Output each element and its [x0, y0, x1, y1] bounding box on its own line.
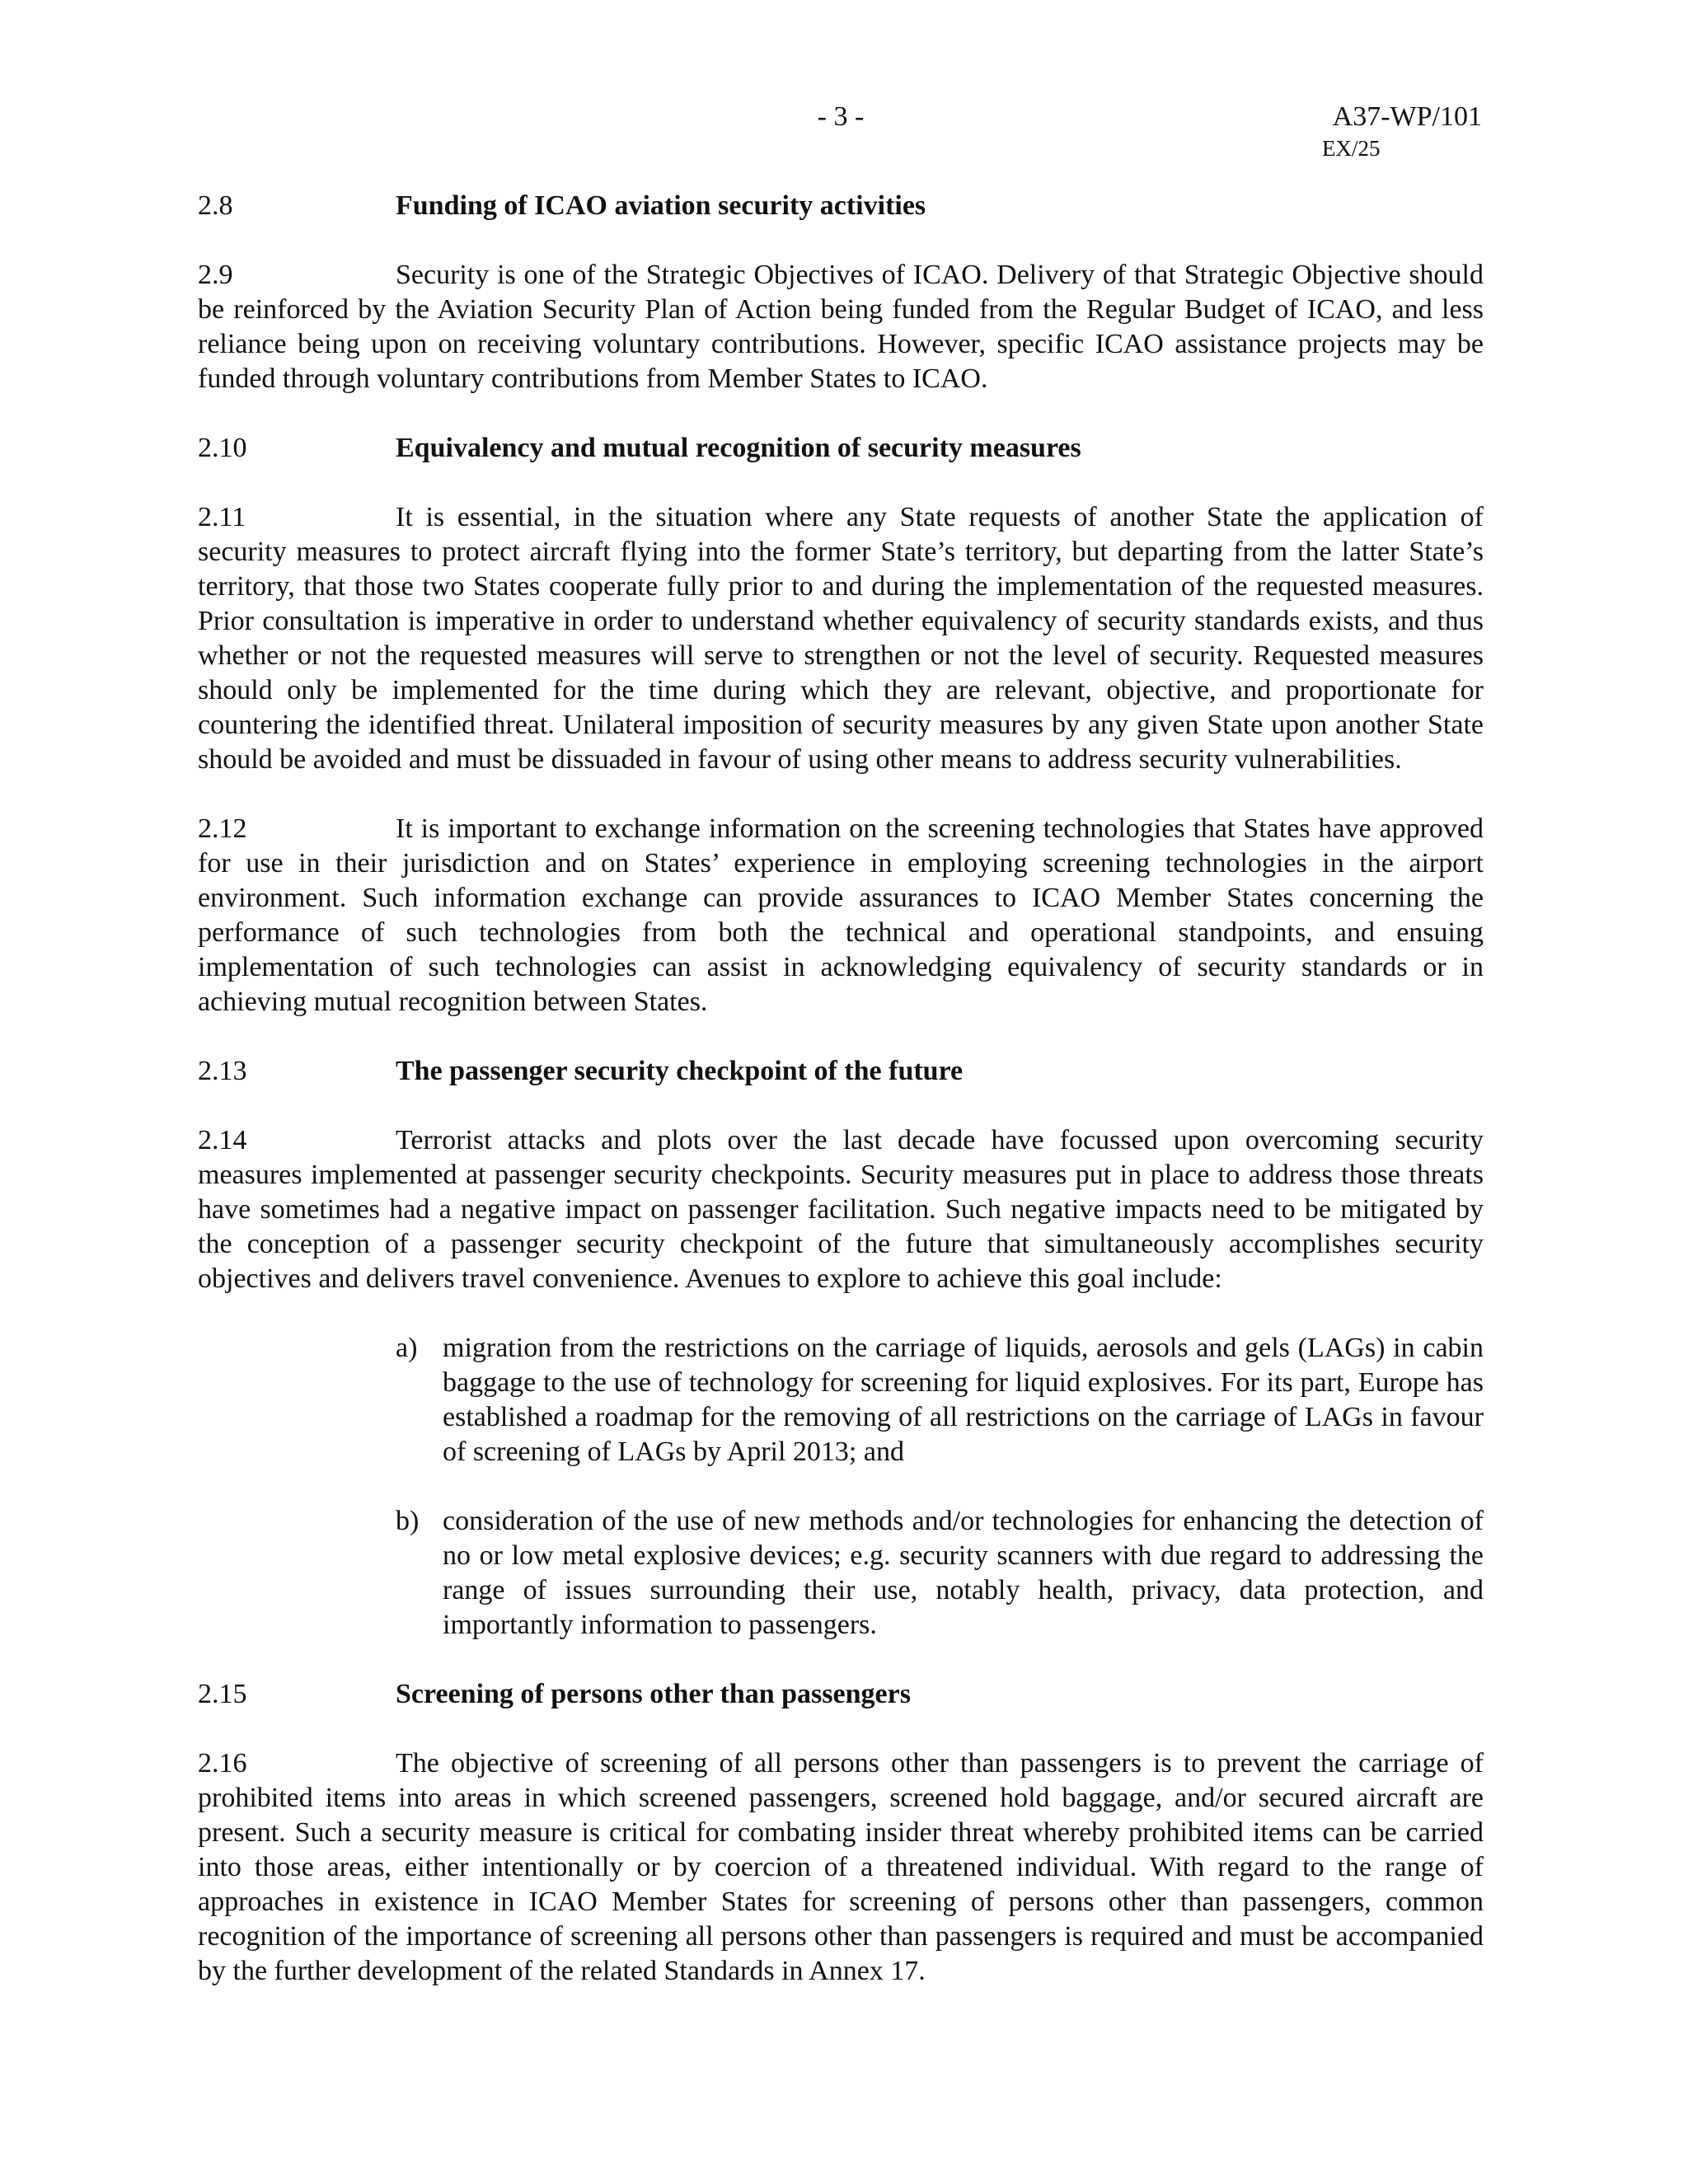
paragraph-number: 2.16 — [198, 1748, 247, 1779]
document-id: A37-WP/101 — [1332, 101, 1482, 132]
paragraph-text: Terrorist attacks and plots over the last decade have focussed upon overcoming security measures implemented at passenger security checkpoints. Security measures put in place to address those threats have sometimes had a negative impact on passenger facilitation. Such negative impacts need to be mitigated by the conception of a passenger security checkpoint of the future that simultaneously accomplishes security objectives and delivers travel convenience. Avenues to explore to achieve this goal include: — [198, 1125, 1484, 1294]
list-item-text: consideration of the use of new methods and/or technologies for enhancing the detection of no or low metal explosive devices; e.g. security scanners with due regard to addressing the range of issues surrounding their use, notably health, privacy, data protection, and importantly information to passengers. — [443, 1506, 1484, 1640]
section-title: The passenger security checkpoint of the future — [396, 1056, 964, 1086]
paragraph-number: 2.12 — [198, 813, 247, 844]
section-number: 2.13 — [198, 1056, 247, 1086]
section-title: Equivalency and mutual recognition of security measures — [396, 433, 1081, 463]
section-heading-2-8 — [198, 189, 1484, 223]
avenues-list — [396, 1331, 1484, 1643]
paragraph-2-11 — [198, 500, 1484, 777]
list-marker: b) — [396, 1506, 420, 1536]
list-marker: a) — [396, 1333, 418, 1363]
document-body — [198, 189, 1484, 2023]
page-number: - 3 - — [817, 101, 865, 132]
paragraph-number: 2.14 — [198, 1125, 247, 1155]
paragraph-text: The objective of screening of all persons other than passengers is to prevent the carriage of prohibited items into areas in which screened passengers, screened hold baggage, and/or secured aircraft are present. Such a security measure is critical for combating insider threat whereby prohibited items can be carried into those areas, either intentionally or by coercion of a threatened individual. With regard to the range of approaches in existence in ICAO Member States for screening of persons other than passengers, common recognition of the importance of screening all persons other than passengers is required and must be accompanied by the further development of the related Standards in Annex 17. — [198, 1748, 1484, 1986]
paragraph-2-12 — [198, 812, 1484, 1019]
paragraph-2-16 — [198, 1746, 1484, 1989]
paragraph-2-14 — [198, 1123, 1484, 1296]
paragraph-text: It is important to exchange information on the screening technologies that States have approved for use in their jurisdiction and on States’ experience in employing screening technologies in the airport environment. Such information exchange can provide assurances to ICAO Member States concerning the performance of such technologies from both the technical and operational standpoints, and ensuing implementation of such technologies can assist in acknowledging equivalency of security standards or in achieving mutual recognition between States. — [198, 813, 1484, 1017]
paragraph-number: 2.11 — [198, 502, 246, 532]
paragraph-text: It is essential, in the situation where any State requests of another State the application of security measures to protect aircraft flying into the former State’s territory, but departing from the latter State’s territory, that those two States cooperate fully prior to and during the implementation of the requested measures. Prior consultation is imperative in order to understand whether equivalency of security standards exists, and thus whether or not the requested measures will serve to strengthen or not the level of security. Requested measures should only be implemented for the time during which they are relevant, objective, and proportionate for countering the identified threat. Unilateral imposition of security measures by any given State upon another State should be avoided and must be dissuaded in favour of using other means to address security vulnerabilities. — [198, 502, 1484, 775]
section-heading-2-15 — [198, 1677, 1484, 1712]
section-heading-2-10 — [198, 431, 1484, 466]
list-item-text: migration from the restrictions on the carriage of liquids, aerosols and gels (LAGs) in cabin baggage to the use of technology for screening for liquid explosives. For its part, Europe has established a roadmap for the removing of all restrictions on the carriage of LAGs in favour of screening of LAGs by April 2013; and — [443, 1333, 1484, 1467]
list-item-b — [396, 1504, 1484, 1643]
list-item-a — [396, 1331, 1484, 1469]
document-sub-id: EX/25 — [1322, 136, 1381, 161]
section-number: 2.15 — [198, 1679, 247, 1709]
section-title: Funding of ICAO aviation security activities — [396, 190, 926, 221]
section-number: 2.8 — [198, 190, 233, 221]
section-number: 2.10 — [198, 433, 247, 463]
paragraph-text: Security is one of the Strategic Objectives of ICAO. Delivery of that Strategic Objective should be reinforced by the Aviation Security Plan of Action being funded from the Regular Budget of ICAO, and less reliance being upon on receiving voluntary contributions. However, specific ICAO assistance projects may be funded through voluntary contributions from Member States to ICAO. — [198, 260, 1484, 394]
section-heading-2-13 — [198, 1054, 1484, 1089]
paragraph-2-9 — [198, 258, 1484, 396]
paragraph-number: 2.9 — [198, 260, 233, 290]
section-title: Screening of persons other than passengers — [396, 1679, 911, 1709]
